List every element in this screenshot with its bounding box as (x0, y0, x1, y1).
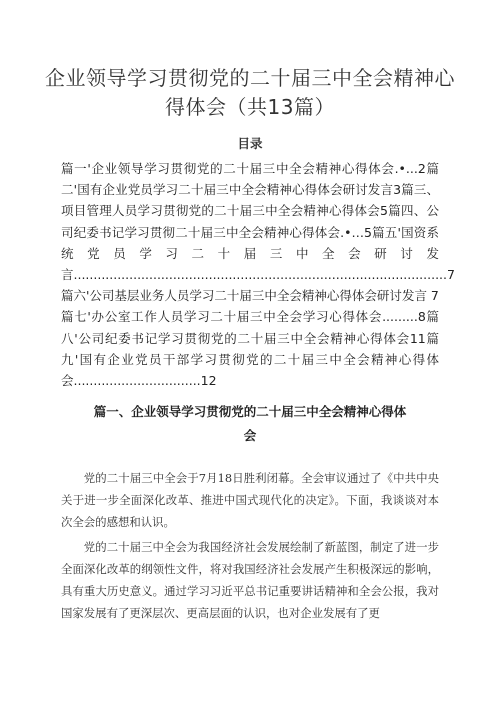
section-1-body (61, 467, 439, 627)
document-title-line-2: 得体会（共13篇） (165, 95, 335, 119)
table-of-contents (61, 158, 455, 391)
body-paragraph: 党的二十届三中全会为我国经济社会发展绘制了新蓝图，制定了进一步全面深化改革的纲领性文件，将对我国经济社会发展产生积极深远的影响，具有重大历史意义。通过学习习近平总书记重要讲话精神和全会公报，我对国家发展有了更深层次、更高层面的认识，也对企业发展有了更 (61, 540, 439, 620)
document-title (40, 64, 460, 122)
toc-entries-block-1[interactable]: 篇一'企业领导学习贯彻党的二十届三中全会精神心得体会.•...2篇二'国有企业党员学习二十届三中全会精神心得体会研讨发言3篇三、项目管理人员学习贯彻党的二十届三中全会精神心得体会5篇四、公司纪委书记学习贯彻二十届三中全会精神心得体会.•…5篇五'国资系统党员学习二十届三中全会研讨发言..............................................................................................7 (61, 161, 455, 283)
body-paragraph: 党的二十届三中全会于7月18日胜利闭幕。全会审议通过了《中共中央关于进一步全面深化改革、推进中国式现代化的决定》。下面，我谈谈对本次全会的感想和认识。 (61, 471, 439, 529)
section-1-heading-line-2: 会 (243, 428, 257, 443)
toc-heading: 目录 (237, 136, 263, 151)
toc-entries-block-2[interactable]: 篇七'办公室工作人员学习二十届三中全会学习心得体会.........8篇八'公司纪委书记学习贯彻党的二十届三中全会精神心得体会11篇九'国有企业党员干部学习贯彻党的二十届三中全会精神心得体会................................12 (61, 309, 439, 389)
section-1-heading-line-1: 篇一、企业领导学习贯彻党的二十届三中全会精神心得体 (93, 404, 407, 419)
document-title-line-1: 企业领导学习贯彻党的二十届三中全会精神心 (45, 66, 455, 90)
section-1-heading (60, 400, 440, 448)
toc-entry-6[interactable]: 篇六'公司基层业务人员学习二十届三中全会精神心得体会研讨发言 7 (61, 288, 439, 304)
